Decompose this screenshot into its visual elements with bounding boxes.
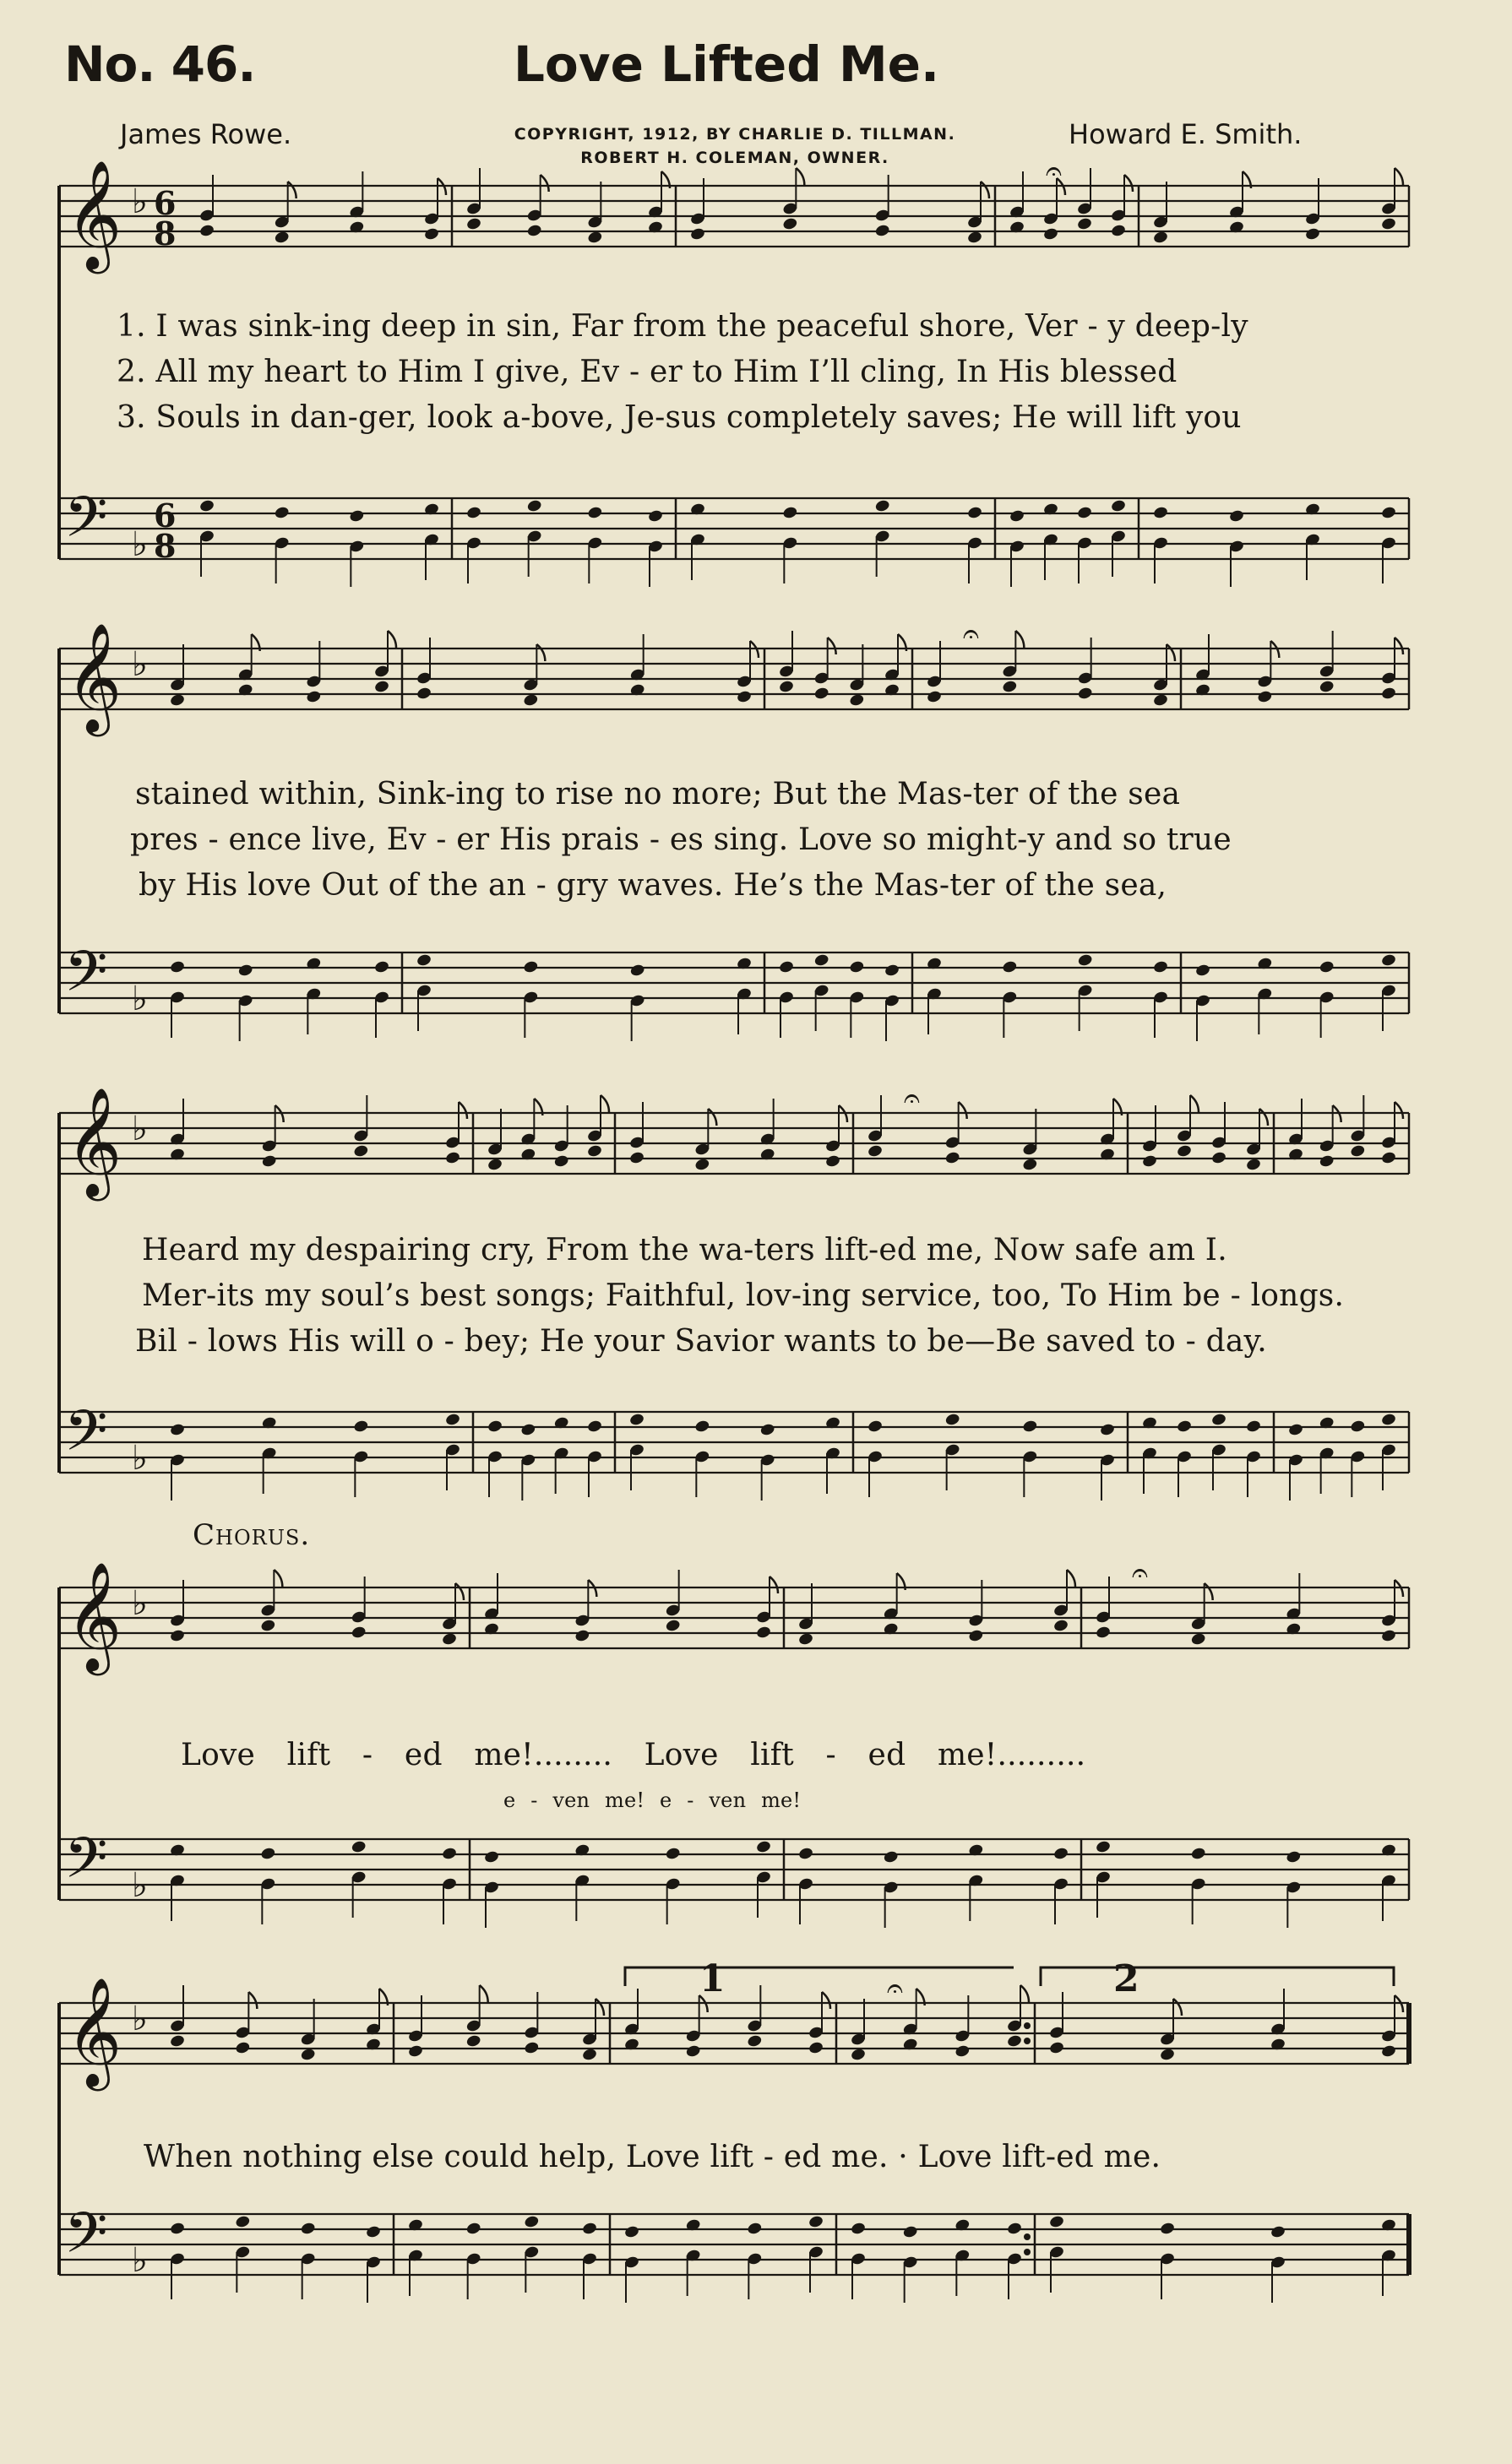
note-flag [455,1583,464,1600]
notehead [1099,1423,1115,1437]
notehead [353,1144,369,1159]
notehead [487,1158,503,1172]
notehead [665,1619,681,1633]
notehead [694,1419,710,1434]
notehead [1210,1151,1226,1165]
notehead [1380,1151,1396,1165]
fermata-icon: 𝄐 [1046,155,1062,188]
notehead [523,693,539,708]
lyric-verse-3-line-3: Bil - lows His will o - bey; He your Savior wants to be—Be saved to - day. [135,1324,1267,1359]
notehead [1048,2215,1064,2229]
notehead [1110,224,1126,238]
notehead [1257,690,1273,704]
flat-icon: ♭ [132,645,148,684]
notehead [1042,227,1058,242]
notehead [1152,231,1168,245]
flat-icon: ♭ [132,1584,148,1623]
treble-clef-icon: 𝄞 [66,160,122,269]
note-flag [288,182,296,198]
notehead [968,1629,984,1643]
notehead [1048,2041,1064,2055]
note-flag [1190,1095,1199,1112]
notehead [736,690,752,704]
notehead [808,2215,824,2229]
copyright-line: COPYRIGHT, 1912, BY CHARLIE D. TILLMAN. [514,125,956,144]
notehead [824,1154,840,1169]
notehead [1095,1840,1111,1854]
time-signature-bottom: 8 [154,214,177,252]
notehead [1152,693,1168,708]
notehead [483,1850,499,1864]
note-flag [1205,1583,1213,1600]
notehead [1380,2044,1396,2059]
notehead [782,506,798,520]
notehead [465,2034,481,2049]
notehead [373,960,389,974]
notehead [955,2044,971,2059]
notehead [874,499,890,513]
notehead [966,506,982,520]
notehead [1159,2048,1175,2062]
notehead [778,680,794,694]
note-flag [1395,1102,1403,1119]
notehead [199,499,215,513]
notehead [1190,1847,1206,1861]
notehead [526,499,542,513]
repeat-dot [1024,2249,1031,2255]
notehead [685,2044,701,2059]
lyric-verse-3-line-1: 3. Souls in dan-ger, look a-bove, Je-sus completely saves; He will lift you [117,400,1242,435]
notehead [849,693,865,708]
notehead [574,1629,590,1643]
time-signature-bottom: 8 [154,527,177,565]
note-flag [248,1992,257,2009]
notehead [797,1632,813,1647]
notehead [902,2225,918,2239]
notehead [441,1632,457,1647]
first-ending-bracket [625,1967,1014,1986]
notehead [524,2041,540,2055]
notehead [883,1850,899,1864]
notehead [587,231,603,245]
notehead [747,2034,763,2049]
notehead [441,1847,457,1861]
notehead [524,2215,540,2229]
notehead [351,1625,367,1640]
notehead [926,690,942,704]
notehead [465,506,481,520]
note-flag [1173,1999,1182,2016]
notehead [487,1419,503,1434]
notehead [1380,953,1396,968]
flat-icon: ♭ [132,980,148,1018]
notehead [944,1413,960,1427]
lyric-verse-3-line-2: by His love Out of the an - gry waves. He’s the Mas-ter of the sea, [139,868,1167,903]
fermata-icon: 𝄐 [887,1972,903,2005]
note-flag [1395,168,1403,185]
notehead [169,1423,185,1437]
verse-number: 3. [117,400,146,435]
notehead [353,1419,369,1434]
note-flag [274,1570,282,1587]
flat-icon: ♭ [132,182,148,221]
notehead [416,687,432,701]
notehead [416,953,432,968]
note-flag [708,1109,716,1126]
notehead [1380,506,1396,520]
notehead [867,1144,883,1159]
note-flag [480,1985,488,2002]
notehead [586,1144,602,1159]
note-flag [1259,1109,1268,1126]
notehead [850,2222,866,2236]
notehead [1319,1154,1335,1169]
notehead [465,217,481,231]
composer-credit: Howard E. Smith. [1069,118,1303,150]
second-ending-bracket [1041,1967,1394,1986]
notehead [778,960,794,974]
note-flag [828,638,836,654]
notehead [365,2225,381,2239]
notehead [1304,227,1320,242]
notehead [261,1154,277,1169]
note-flag [1395,638,1403,654]
notehead [1176,1419,1192,1434]
notehead [1052,1619,1069,1633]
notehead [665,1847,681,1861]
notehead [755,1625,771,1640]
notehead [884,963,900,978]
notehead [1245,1158,1261,1172]
fermata-icon: 𝄐 [1132,1556,1148,1590]
notehead [1287,1423,1303,1437]
verse-number: 1. [117,309,146,344]
fermata-icon: 𝄐 [904,1082,920,1115]
notehead [1002,960,1018,974]
notehead [874,224,890,238]
notehead [520,1423,536,1437]
bass-clef-icon: 𝄢 [64,2201,108,2279]
repeat-dot [1024,2038,1031,2044]
lyricist-credit: James Rowe. [120,118,292,150]
treble-clef-icon: 𝄞 [66,1977,122,2087]
repeat-dot [1024,2022,1031,2029]
notehead [169,2034,185,2049]
notehead [1176,1144,1192,1159]
notehead [1006,2034,1022,2049]
lyric-verse-2-line-1: 2. All my heart to Him I give, Ev - er to Him I’ll cling, In His blessed [117,355,1178,389]
notehead [1141,1154,1157,1169]
notehead [849,960,865,974]
notehead [523,960,539,974]
note-flag [1015,631,1024,648]
notehead [553,1154,569,1169]
notehead [1077,953,1093,968]
notehead [581,2048,597,2062]
note-flag [1020,1985,1029,2002]
notehead [1286,1850,1302,1864]
bass-clef-icon: 𝄢 [64,1826,108,1904]
time-signature-top: 6 [154,497,177,535]
notehead [813,687,829,701]
notehead [1319,680,1335,694]
notehead [465,2222,481,2236]
notehead [1245,1419,1261,1434]
notehead [235,2215,251,2229]
notehead [1152,960,1168,974]
notehead [306,690,322,704]
notehead [586,1419,602,1434]
note-flag [822,1992,830,2009]
notehead [1077,687,1093,701]
notehead [444,1151,460,1165]
notehead [199,224,215,238]
notehead [629,963,645,978]
notehead [300,2048,316,2062]
hymn-number: No. 46. [64,35,256,93]
treble-clef-icon: 𝄞 [66,1087,122,1197]
notehead [349,509,365,524]
notehead [782,217,798,231]
fermata-icon: 𝄐 [963,617,979,651]
notehead [1076,217,1092,231]
note-flag [1067,1570,1075,1587]
note-flag [601,1095,609,1112]
lyric-verse-2-line-3: Mer-its my soul’s best songs; Faithful, lov-ing service, too, To Him be - longs. [142,1278,1345,1313]
notehead [850,2048,866,2062]
notehead [797,1847,813,1861]
second-ending-number: 2 [1113,1957,1139,2000]
notehead [260,1847,276,1861]
notehead [1319,960,1335,974]
note-flag [541,175,549,192]
notehead [689,227,705,242]
notehead [1022,1158,1038,1172]
notehead [587,506,603,520]
bass-clef-icon: 𝄢 [64,1398,108,1477]
notehead [755,1840,771,1854]
notehead [647,509,663,524]
notehead [526,224,542,238]
note-flag [1167,644,1175,661]
lyric-verse-1-line-2: stained within, Sink-ing to rise no more; But the Mas-ter of the sea [135,777,1181,811]
notehead [274,506,290,520]
notehead [628,1413,645,1427]
notehead [1009,509,1025,524]
verse-number: 2. [117,355,146,389]
notehead [747,2222,763,2236]
chorus-lyric-line-2: When nothing else could help, Love lift - ed me. · Love lift-ed me. [144,2140,1161,2174]
notehead [1006,2222,1022,2236]
notehead [1194,963,1210,978]
notehead [1052,1847,1069,1861]
notehead [1002,680,1018,694]
notehead [1190,1632,1206,1647]
notehead [260,1619,276,1633]
repeat-dot [1024,2233,1031,2240]
copyright-owner-line: ROBERT H. COLEMAN, OWNER. [580,149,889,167]
notehead [237,963,253,978]
notehead [423,227,439,242]
treble-clef-icon: 𝄞 [66,1561,122,1671]
notehead [867,1419,883,1434]
notehead [300,2222,316,2236]
lyric-verse-1-line-3: Heard my despairing cry, From the wa-ters lift-ed me, Now safe am I. [142,1233,1227,1267]
flat-icon: ♭ [132,2000,148,2038]
time-signature-top: 6 [154,184,177,222]
notehead [944,1151,960,1165]
first-ending-number: 1 [699,1957,726,2000]
lyric-verse-2-line-2: pres - ence live, Ev - er His prais - es sing. Love so might-y and so true [130,822,1232,857]
notehead [694,1158,710,1172]
notehead [1095,1625,1111,1640]
hymn-title: Love Lifted Me. [513,35,940,93]
notehead [759,1423,775,1437]
note-flag [596,1999,604,2016]
notehead [1159,2222,1175,2236]
notehead [1152,506,1168,520]
note-flag [459,1102,467,1119]
notehead [623,2225,639,2239]
notehead [169,693,185,708]
notehead [966,231,982,245]
notehead [444,1413,460,1427]
notehead [274,231,290,245]
chorus-lyric-line-1: Love lift - ed me!........ Love lift - ed me!......... [181,1738,1086,1772]
notehead [1380,217,1396,231]
note-flag [536,644,545,661]
notehead [1380,687,1396,701]
notehead [1022,1419,1038,1434]
lyric-verse-1-line-1: 1. I was sink-ing deep in sin, Far from the peaceful shore, Ver - y deep-ly [117,309,1248,344]
note-flag [959,1102,967,1119]
flat-icon: ♭ [132,1439,148,1478]
note-flag [1124,175,1133,192]
note-flag [796,168,804,185]
flat-icon: ♭ [132,525,148,564]
notehead [1210,1413,1226,1427]
notehead [235,2041,251,2055]
flat-icon: ♭ [132,2241,148,2280]
notehead [169,1629,185,1643]
notehead [1350,1419,1366,1434]
notehead [1270,2225,1286,2239]
notehead [1380,1629,1396,1643]
notehead [1380,1413,1396,1427]
treble-clef-icon: 𝄞 [66,622,122,732]
flat-icon: ♭ [132,1110,148,1148]
bass-clef-icon: 𝄢 [64,485,108,563]
notehead [1228,509,1244,524]
note-flag [770,1577,778,1593]
notehead [1076,506,1092,520]
note-flag [388,631,396,648]
notehead [581,2222,597,2236]
note-flag [981,182,989,198]
notehead [351,1840,367,1854]
notehead [628,1151,645,1165]
bass-clef-icon: 𝄢 [64,939,108,1018]
notehead [1350,1144,1366,1159]
notehead [169,960,185,974]
chorus-echo-lyric: e - ven me! e - ven me! [503,1788,802,1812]
notehead [407,2044,423,2059]
notehead [169,2222,185,2236]
flat-icon: ♭ [132,1866,148,1905]
chorus-label: Chorus. [193,1518,311,1552]
notehead [373,680,389,694]
notehead [808,2041,824,2055]
notehead [1110,499,1126,513]
notehead [813,953,829,968]
